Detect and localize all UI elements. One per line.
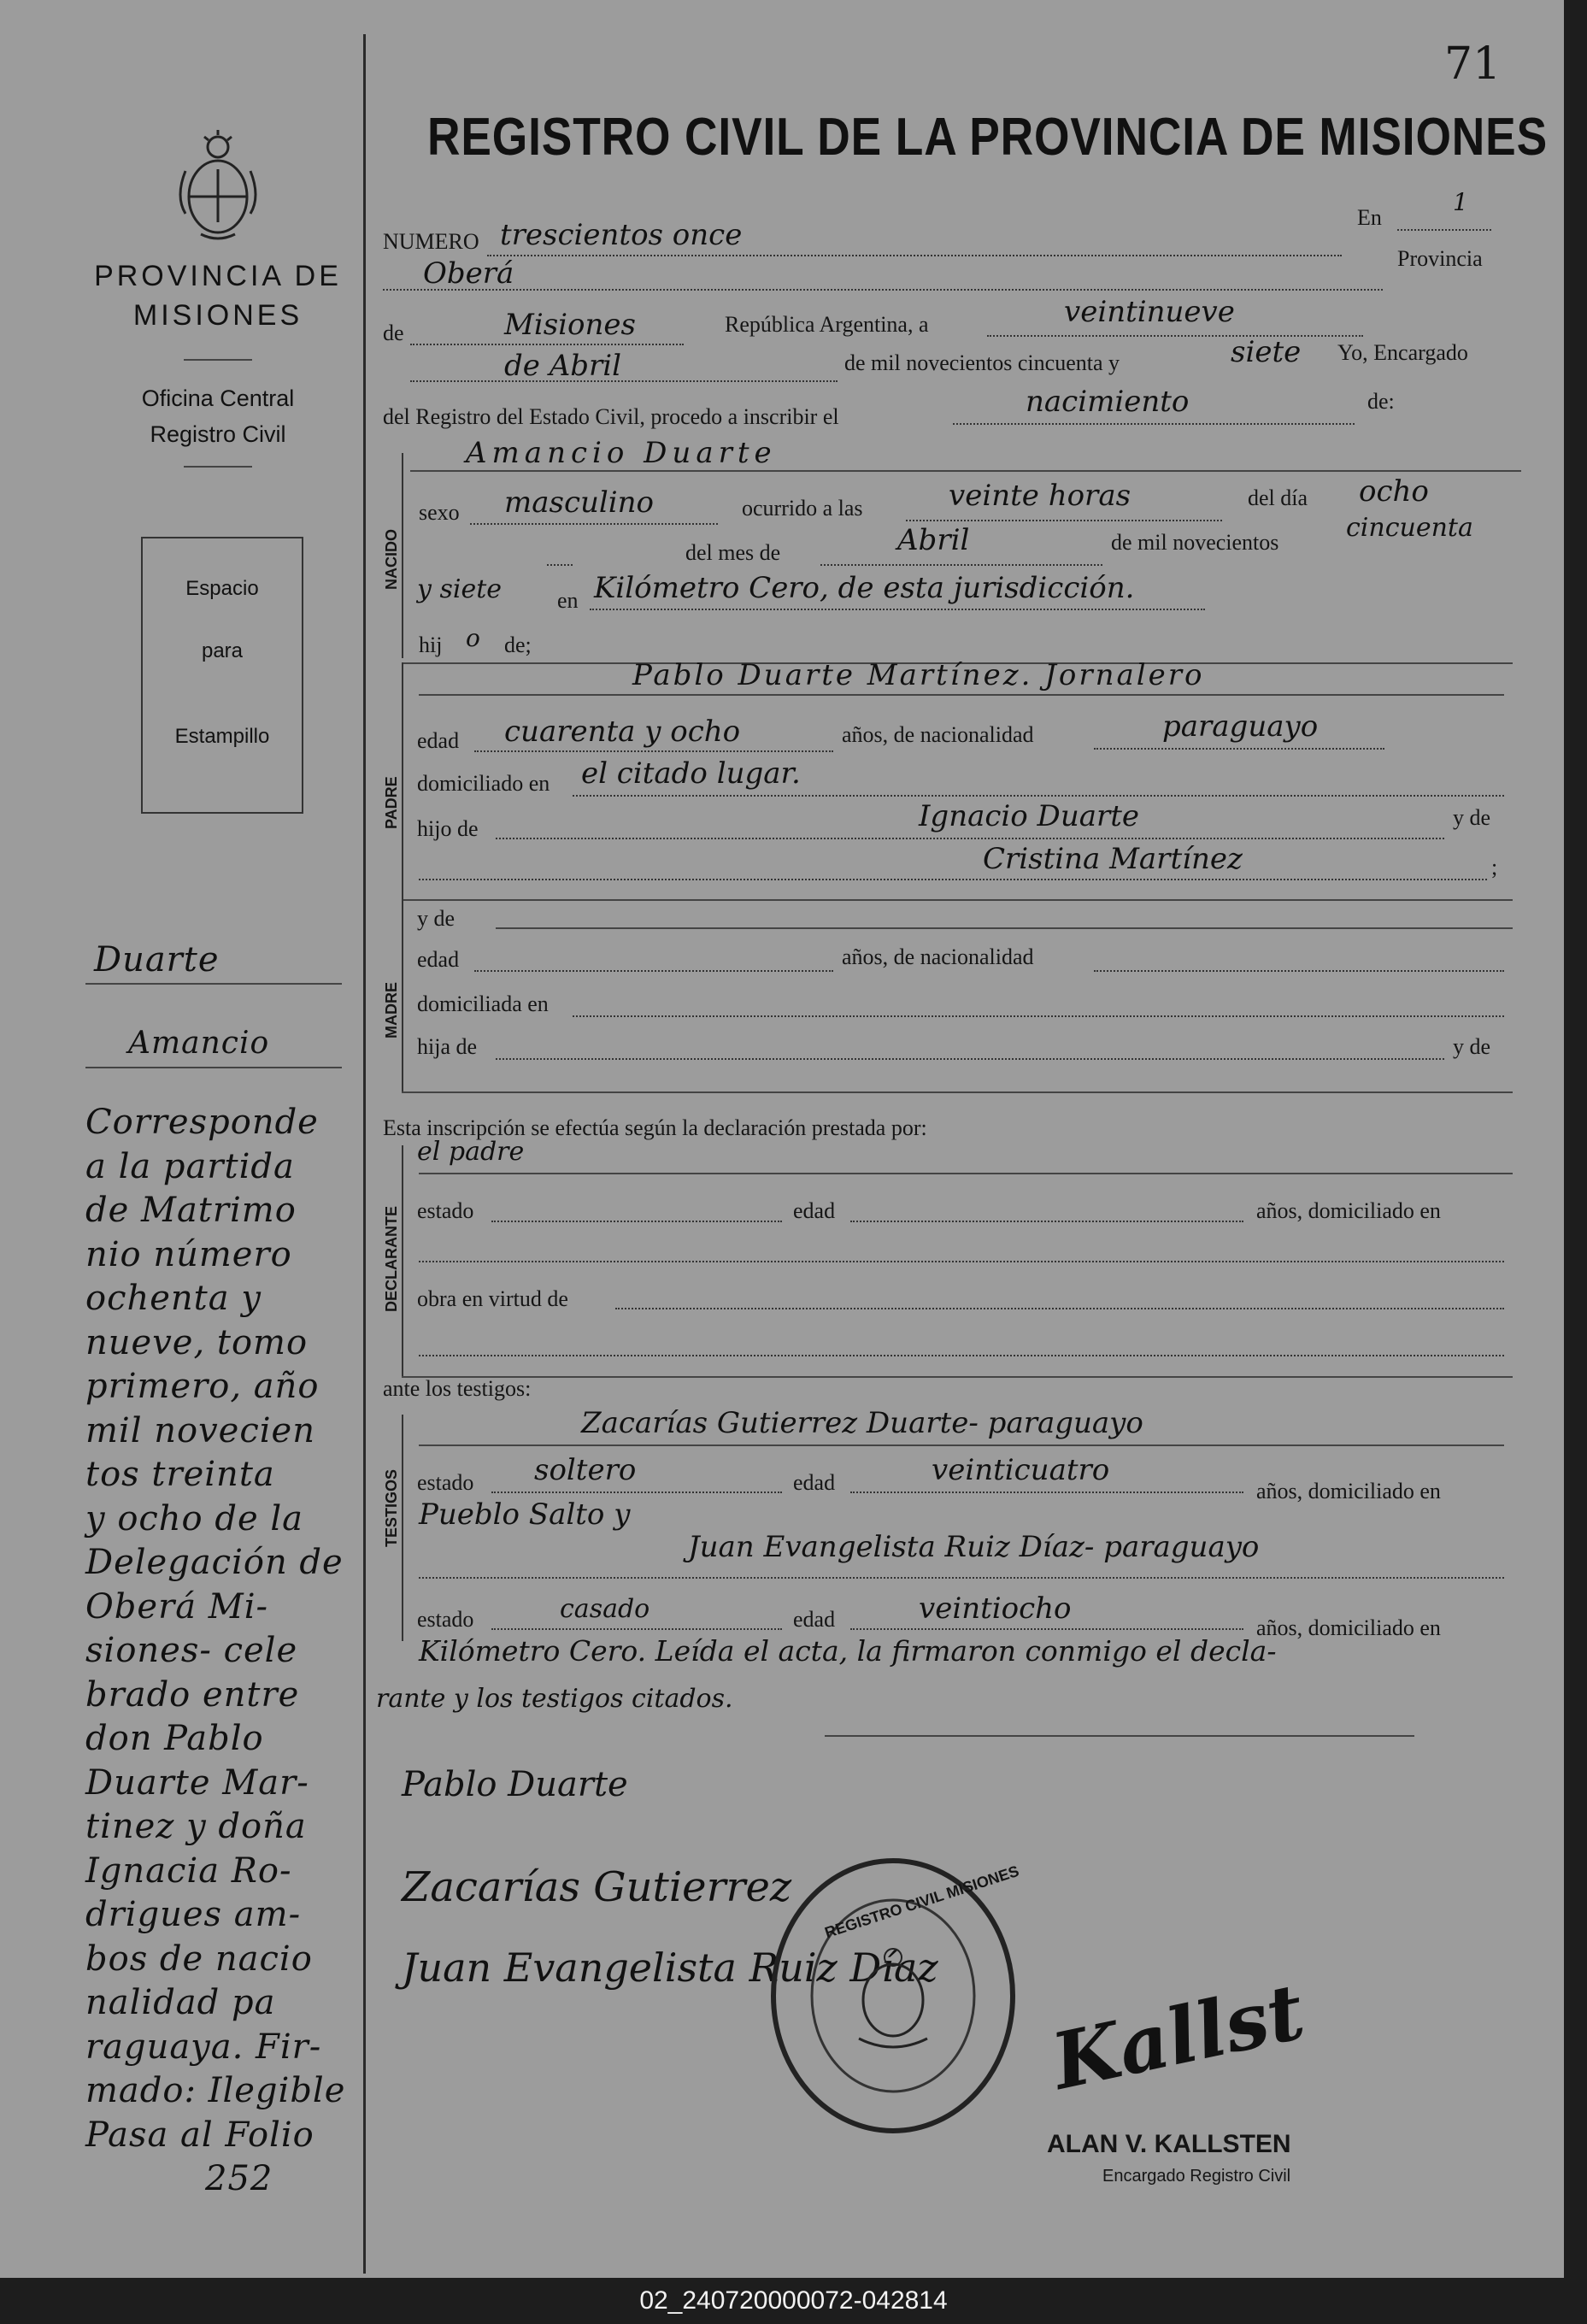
margin-note-line: brado entre <box>85 1674 300 1715</box>
declarante-value: el padre <box>417 1137 525 1167</box>
mes-value: de Abril <box>504 349 622 383</box>
side-label-nacido: NACIDO <box>383 529 400 590</box>
ano-nac2-value: y siete <box>417 574 503 604</box>
margin-note-line: primero, año <box>85 1367 320 1406</box>
y-de-madre2-label: y de <box>1453 1034 1491 1059</box>
margin-note-line: drigues am- <box>85 1895 302 1934</box>
mes-nac-value: Abril <box>897 523 970 557</box>
margin-note-line: bos de nacio <box>85 1939 313 1979</box>
margin-note-line: nueve, tomo <box>85 1322 309 1362</box>
en-word-label: en <box>557 588 579 613</box>
lugar-value: Oberá <box>423 256 514 291</box>
margin-note-line: Corresponde <box>85 1103 319 1142</box>
numero-value: trescientos once <box>500 218 743 252</box>
seal-text: REGISTRO CIVIL MISIONES <box>822 1862 1021 1942</box>
anos-nac-label: años, de nacionalidad <box>842 722 1034 747</box>
hijo-de-label: hijo de <box>417 816 479 841</box>
testigo1-edad-value: veinticuatro <box>932 1453 1110 1487</box>
domiciliada-en-label: domiciliada en <box>417 991 549 1016</box>
y-de-label: y de <box>1453 805 1491 830</box>
anos-dom-label: años, domiciliado en <box>1256 1198 1441 1223</box>
edad-madre-label: edad <box>417 947 460 972</box>
provincia-value: Misiones <box>504 308 636 342</box>
dia-value: veintinueve <box>1064 295 1235 329</box>
esta-inscripcion-label: Esta inscripción se efectúa según la declaración prestada por: <box>383 1115 927 1140</box>
del-mes-label: del mes de <box>685 540 781 565</box>
padre-madre-value: Cristina Martínez <box>983 842 1243 876</box>
office-label <box>103 380 333 452</box>
coat-of-arms-icon <box>167 128 269 248</box>
margin-note-line: ochenta y <box>85 1279 262 1318</box>
side-label-padre: PADRE <box>383 776 400 829</box>
margin-note-line: nalidad pa <box>85 1983 276 2022</box>
margin-note-line: nio número <box>85 1234 292 1274</box>
official-seal-icon <box>765 1855 1021 2137</box>
margin-note-line: don Pablo <box>85 1719 264 1758</box>
stamp-box <box>141 537 303 814</box>
estado-t1-label: estado <box>417 1470 474 1495</box>
padre-value: Pablo Duarte Martínez. Jornalero <box>632 658 1205 692</box>
side-label-declarante: DECLARANTE <box>383 1206 400 1312</box>
margin-note-line: Delegación de <box>85 1543 344 1582</box>
margin-note-line: a la partida <box>85 1146 295 1186</box>
sexo-value: masculino <box>504 485 655 520</box>
cierre2-value: rante y los testigos citados. <box>376 1684 733 1714</box>
lugar-nac-value: Kilómetro Cero, de esta jurisdicción. <box>594 571 1135 605</box>
margin-note-line: Duarte Mar- <box>85 1762 309 1803</box>
cierre1-value: Kilómetro Cero. Leída el acta, la firmaron conmigo el decla- <box>419 1634 1277 1668</box>
margin-given: Amancio <box>128 1026 270 1061</box>
margin-note-line: tinez y doña <box>85 1807 307 1846</box>
margin-note-line: Pasa al Folio <box>85 2115 314 2155</box>
official-name: ALAN V. KALLSTEN <box>1047 2130 1291 2158</box>
signature-official: Kallst <box>1044 1966 1312 2108</box>
margin-note-line: raguaya. Fir- <box>85 2027 322 2067</box>
padre-padre-value: Ignacio Duarte <box>919 799 1140 833</box>
margin-note-line: siones- cele <box>85 1631 298 1670</box>
en-value: 1 <box>1453 188 1468 216</box>
numero-label: NUMERO <box>383 229 479 254</box>
ano-nac-value: cincuenta <box>1346 513 1473 543</box>
estado-label: estado <box>417 1198 474 1223</box>
nombre-value: Amancio Duarte <box>466 436 777 470</box>
testigo1-value: Zacarías Gutierrez Duarte- paraguayo <box>581 1406 1143 1440</box>
official-role: Encargado Registro Civil <box>1102 2167 1291 2186</box>
edad-t1-label: edad <box>793 1470 836 1495</box>
testigo1-estado-value: soltero <box>534 1453 637 1487</box>
y-de-madre-label: y de <box>417 906 456 931</box>
del-dia-label: del día <box>1248 485 1308 510</box>
margin-note-line: Oberá Mi- <box>85 1586 269 1627</box>
domiciliado-en-label: domiciliado en <box>417 771 550 796</box>
de-semicolon-label: de; <box>504 632 532 657</box>
office-line1: Oficina Central <box>141 385 295 411</box>
de-mil-nov-label: de mil novecientos <box>1111 530 1279 555</box>
margin-note-line: de Matrimo <box>85 1191 297 1230</box>
margin-note-line: Ignacia Ro- <box>85 1850 292 1891</box>
signature-zacarias: Zacarías Gutierrez <box>402 1863 792 1911</box>
en-label: En <box>1357 205 1382 230</box>
anos-dom-t2-label: años, domiciliado en <box>1256 1615 1441 1640</box>
provincia-label: Provincia <box>1397 246 1483 271</box>
footer-id: 02_240720000072-042814 <box>639 2286 948 2315</box>
document-title: REGISTRO CIVIL DE LA PROVINCIA DE MISIONES <box>427 108 1549 167</box>
stamp-box-line2: para <box>201 639 244 662</box>
testigo2-value: Juan Evangelista Ruiz Díaz- paraguayo <box>688 1530 1260 1564</box>
testigo1-dom-value: Pueblo Salto y <box>419 1497 631 1532</box>
office-line2: Registro Civil <box>150 421 286 447</box>
testigo2-edad-value: veintiocho <box>919 1591 1072 1626</box>
margin-note-line: mado: Ilegible <box>85 2071 346 2110</box>
anos-nac-madre-label: años, de nacionalidad <box>842 944 1034 969</box>
hora-value: veinte horas <box>949 479 1131 513</box>
margin-note-line: y ocho de la <box>85 1498 303 1539</box>
semicolon-mark: ; <box>1491 855 1498 880</box>
column-divider <box>363 34 366 2274</box>
de-colon-label: de: <box>1367 389 1395 414</box>
stamp-box-line1: Espacio <box>185 577 259 600</box>
hija-de-label: hija de <box>417 1034 478 1059</box>
ante-testigos-label: ante los testigos: <box>383 1376 532 1401</box>
margin-note-line: 252 <box>205 2159 273 2198</box>
mil-novecientos-label: de mil novecientos cincuenta y <box>844 350 1120 375</box>
ano-value: siete <box>1231 335 1302 369</box>
padre-nac-value: paraguayo <box>1162 709 1319 744</box>
page-number: 71 <box>1444 38 1502 90</box>
hij-label: hij <box>419 632 443 657</box>
republica-label: República Argentina, a <box>725 312 929 337</box>
padre-dom-value: el citado lugar. <box>581 756 801 791</box>
sexo-label: sexo <box>419 500 460 525</box>
ocurrido-label: ocurrido a las <box>742 496 863 521</box>
obra-label: obra en virtud de <box>417 1286 568 1311</box>
acto-value: nacimiento <box>1026 385 1190 419</box>
province-label: PROVINCIA DE MISIONES <box>94 260 342 332</box>
yo-encargado-label: Yo, Encargado <box>1337 340 1468 365</box>
del-registro-label: del Registro del Estado Civil, procedo a inscribir el <box>383 404 839 429</box>
side-label-testigos: TESTIGOS <box>383 1468 400 1547</box>
stamp-box-line3: Estampillo <box>174 725 270 748</box>
edad-t2-label: edad <box>793 1607 836 1632</box>
dia-nac-value: ocho <box>1359 474 1429 509</box>
estado-t2-label: estado <box>417 1607 474 1632</box>
signature-juan: Juan Evangelista Ruiz Díaz <box>402 1945 938 1991</box>
signature-pablo: Pablo Duarte <box>402 1765 628 1804</box>
margin-note-line: mil novecien <box>85 1410 315 1450</box>
margin-surname: Duarte <box>94 940 220 980</box>
testigo2-estado-value: casado <box>560 1594 650 1624</box>
anos-dom-t1-label: años, domiciliado en <box>1256 1479 1441 1503</box>
side-label-madre: MADRE <box>383 982 400 1038</box>
edad-label: edad <box>417 728 460 753</box>
de-label: de <box>383 321 404 345</box>
padre-edad-value: cuarenta y ocho <box>504 715 741 749</box>
margin-note-line: tos treinta <box>85 1455 275 1494</box>
edad-declarante-label: edad <box>793 1198 836 1223</box>
hij-o-value: o <box>466 624 480 652</box>
